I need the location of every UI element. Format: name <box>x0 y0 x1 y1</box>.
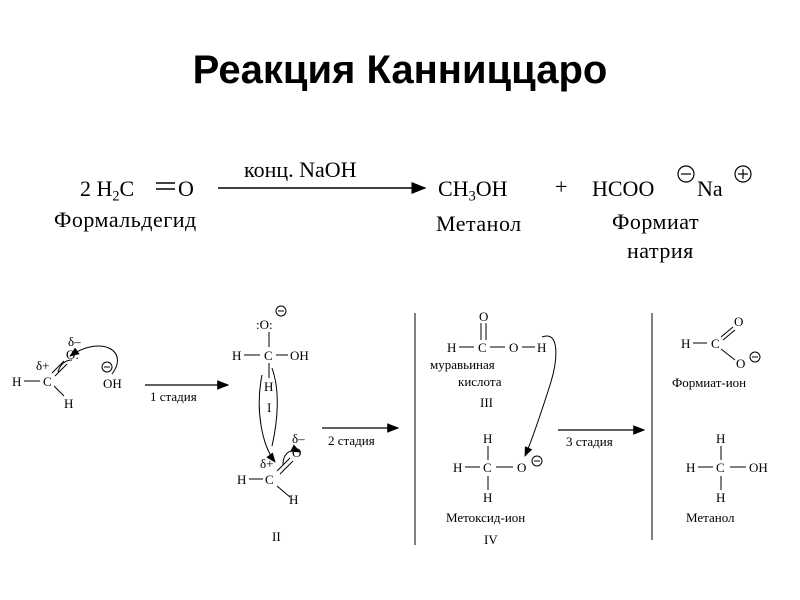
int1-hydride-arrow <box>259 375 275 462</box>
int1-label: I <box>267 400 272 415</box>
reactant-double-bond <box>156 183 175 189</box>
product2-name-line1: Формиат <box>612 209 700 234</box>
methoxide-o: O <box>517 460 527 475</box>
int2-h-left: H <box>237 472 247 487</box>
s1-curved-arrow <box>70 346 117 374</box>
product2-na: Na <box>697 176 723 201</box>
s1-h-bottom: H <box>64 396 74 411</box>
methoxide-name: Метоксид-ион <box>446 510 526 525</box>
acid-proton-arrow <box>525 336 556 456</box>
formate-c: C <box>711 336 720 351</box>
stage2-label: 2 стадия <box>328 433 375 448</box>
int2-delta-plus: δ+ <box>260 456 274 471</box>
int2-c: C <box>265 472 274 487</box>
reactant-sub: 2 <box>112 188 120 205</box>
int1-o: :O: <box>256 317 273 332</box>
int1-oh: OH <box>290 348 309 363</box>
formate-bonds <box>693 327 735 360</box>
acid-o-top: O <box>479 309 489 324</box>
int2-h-bottom: H <box>289 492 299 507</box>
reactant-name: Формальдегид <box>54 207 197 232</box>
formate-minus-charge-icon <box>678 166 694 182</box>
acid-name-line2: кислота <box>458 374 502 389</box>
methanol-oh: OH <box>749 460 768 475</box>
methoxide-bonds <box>465 446 513 490</box>
int1-h: H <box>264 379 274 394</box>
methoxide-c: C <box>483 460 492 475</box>
methanol-bonds <box>698 446 746 490</box>
int2-o: O <box>292 445 302 460</box>
formate-o-bottom: O <box>736 356 746 371</box>
product1-name: Метанол <box>436 211 522 236</box>
int1-bonds <box>244 332 288 378</box>
int2-delta-minus: δ– <box>292 431 305 446</box>
stage3-label: 3 стадия <box>566 434 613 449</box>
int2-bonds <box>249 458 293 497</box>
s1-o: O: <box>66 347 79 362</box>
sodium-plus-charge-icon <box>735 166 751 182</box>
int1-minus-charge-icon <box>276 306 286 316</box>
page-title: Реакция Канниццаро <box>192 48 608 92</box>
reactant-c: C <box>119 176 135 201</box>
s1-delta-minus: δ– <box>68 334 81 349</box>
formate-h: H <box>681 336 691 351</box>
methoxide-label: IV <box>484 532 498 547</box>
int2-label: II <box>272 529 281 544</box>
product2-formula: HCOO <box>592 176 655 201</box>
reactant-h: H <box>96 176 113 201</box>
s1-oh: OH <box>103 376 122 391</box>
stage1-label: 1 стадия <box>150 389 197 404</box>
s1-delta-plus: δ+ <box>36 358 50 373</box>
methanol-h-left: H <box>686 460 696 475</box>
product1-oh: OH <box>475 176 508 201</box>
int1-h-left: H <box>232 348 242 363</box>
acid-label: III <box>480 395 493 410</box>
product1-sub: 3 <box>468 188 476 205</box>
methoxide-minus-charge-icon <box>532 456 542 466</box>
s1-c: C <box>43 374 52 389</box>
formate-o-top: O <box>734 314 744 329</box>
s1-h-left: H <box>12 374 22 389</box>
acid-o: O <box>509 340 519 355</box>
methoxide-h-bottom: H <box>483 490 493 505</box>
reactant-coef: 2 <box>80 176 91 201</box>
acid-h-left: H <box>447 340 457 355</box>
product1-ch: CH <box>438 176 469 201</box>
acid-name-line1: муравьиная <box>430 357 495 372</box>
reactant-o: O <box>178 176 194 201</box>
methanol-h-bottom: H <box>716 490 726 505</box>
hydroxide-minus-charge-icon <box>102 362 112 372</box>
acid-c: C <box>478 340 487 355</box>
formate-ion-minus-charge-icon <box>750 352 760 362</box>
methanol-name: Метанол <box>686 510 735 525</box>
int1-c: C <box>264 348 273 363</box>
product2-name-line2: натрия <box>627 238 694 263</box>
reaction-arrow-label: конц. NaOH <box>244 157 357 182</box>
plus-sign: + <box>555 174 568 199</box>
methoxide-h-left: H <box>453 460 463 475</box>
methoxide-h-top: H <box>483 431 493 446</box>
methanol-c: C <box>716 460 725 475</box>
acid-h: H <box>537 340 547 355</box>
acid-bonds <box>459 323 535 347</box>
methanol-h-top: H <box>716 431 726 446</box>
int1-arrow-2 <box>272 368 277 446</box>
formate-name: Формиат-ион <box>672 375 747 390</box>
